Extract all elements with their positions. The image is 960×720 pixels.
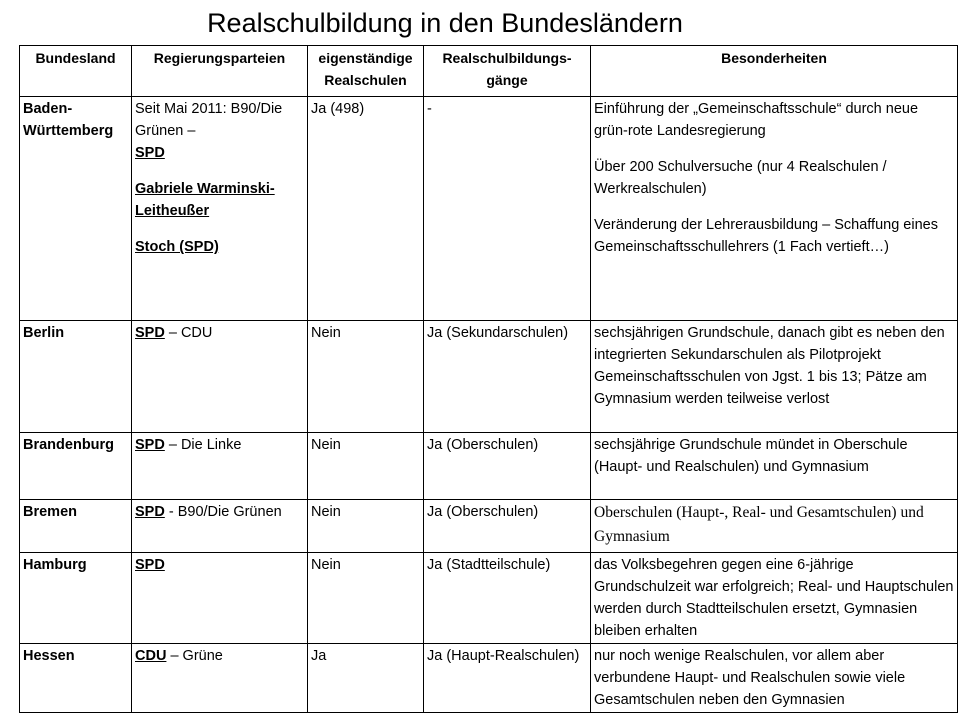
cell-eigenstaendige: Nein	[308, 321, 424, 433]
party-main: SPD	[135, 504, 165, 520]
cell-bundesland: Berlin	[20, 321, 132, 433]
cell-regierungsparteien	[132, 97, 308, 321]
cell-regierungsparteien	[132, 500, 308, 553]
party-main: CDU	[135, 648, 167, 664]
table-row	[20, 644, 958, 713]
parties-prefix: Seit Mai 2011: B90/Die Grünen –	[135, 101, 283, 139]
cell-besonderheiten: Oberschulen (Haupt-, Real- und Gesamtschulen) und Gymnasium	[591, 500, 958, 553]
header-besonderheiten: Besonderheiten	[591, 46, 958, 97]
cell-eigenstaendige: Nein	[308, 553, 424, 644]
cell-regierungsparteien	[132, 321, 308, 433]
cell-bundesland: Hessen	[20, 644, 132, 713]
header-eigenstaendige-realschulen: eigenständige Realschulen	[308, 46, 424, 97]
header-realschulbildungsgaenge: Realschulbildungs-gänge	[424, 46, 591, 97]
party-main: SPD	[135, 437, 165, 453]
cell-regierungsparteien	[132, 433, 308, 500]
table-row	[20, 321, 958, 433]
cell-bundesland: Brandenburg	[20, 433, 132, 500]
minister-name-1: Gabriele Warminski-Leitheußer	[135, 181, 275, 219]
cell-bildungsgaenge: Ja (Haupt-Realschulen)	[424, 644, 591, 713]
cell-regierungsparteien	[132, 553, 308, 644]
cell-besonderheiten: das Volksbegehren gegen eine 6-jährige Grundschulzeit war erfolgreich; Real- und Hauptschulen werden durch Stadtteilschulen ersetzt, Gymnasien bleiben erhalten	[591, 553, 958, 644]
table-header-row	[20, 46, 958, 97]
note-1: Einführung der „Gemeinschaftsschule“ durch neue grün-rote Landesregierung	[594, 101, 919, 139]
header-regierungsparteien: Regierungsparteien	[132, 46, 308, 97]
cell-bildungsgaenge: Ja (Oberschulen)	[424, 433, 591, 500]
bundeslaender-table	[19, 45, 958, 713]
table-row	[20, 97, 958, 321]
party-main: SPD	[135, 325, 165, 341]
cell-besonderheiten: sechsjährige Grundschule mündet in Oberschule (Haupt- und Realschulen) und Gymnasium	[591, 433, 958, 500]
cell-bundesland: Baden-Württemberg	[20, 97, 132, 321]
party-main: SPD	[135, 557, 165, 573]
cell-besonderheiten	[591, 97, 958, 321]
cell-bildungsgaenge: Ja (Sekundarschulen)	[424, 321, 591, 433]
cell-eigenstaendige: Ja (498)	[308, 97, 424, 321]
party-rest: – Grüne	[166, 648, 223, 664]
cell-bildungsgaenge: Ja (Oberschulen)	[424, 500, 591, 553]
cell-besonderheiten: nur noch wenige Realschulen, vor allem aber verbundene Haupt- und Realschulen sowie viele Gesamtschulen neben den Gymnasien	[591, 644, 958, 713]
cell-eigenstaendige: Ja	[308, 644, 424, 713]
cell-regierungsparteien	[132, 644, 308, 713]
minister-name-2: Stoch (SPD)	[135, 239, 219, 255]
cell-besonderheiten: sechsjährigen Grundschule, danach gibt es neben den integrierten Sekundarschulen als Pilotprojekt Gemeinschaftsschulen von Jgst. 1 bis 13; Pätze am Gymnasium werden teilweise verlost	[591, 321, 958, 433]
cell-bildungsgaenge: -	[424, 97, 591, 321]
party-spd: SPD	[135, 145, 165, 161]
party-rest: - B90/Die Grünen	[164, 504, 282, 520]
note-2: Über 200 Schulversuche (nur 4 Realschulen / Werkrealschulen)	[594, 159, 887, 197]
party-rest: – Die Linke	[164, 437, 242, 453]
header-bundesland: Bundesland	[20, 46, 132, 97]
table-row	[20, 500, 958, 553]
party-rest: – CDU	[164, 325, 213, 341]
page-title: Realschulbildung in den Bundesländern	[207, 8, 683, 38]
note-3: Veränderung der Lehrerausbildung – Schaffung eines Gemeinschaftsschullehrers (1 Fach vertieft…)	[594, 217, 938, 255]
cell-eigenstaendige: Nein	[308, 500, 424, 553]
table-row	[20, 433, 958, 500]
cell-bundesland: Bremen	[20, 500, 132, 553]
cell-bundesland: Hamburg	[20, 553, 132, 644]
cell-bildungsgaenge: Ja (Stadtteilschule)	[424, 553, 591, 644]
table-row	[20, 553, 958, 644]
cell-eigenstaendige: Nein	[308, 433, 424, 500]
